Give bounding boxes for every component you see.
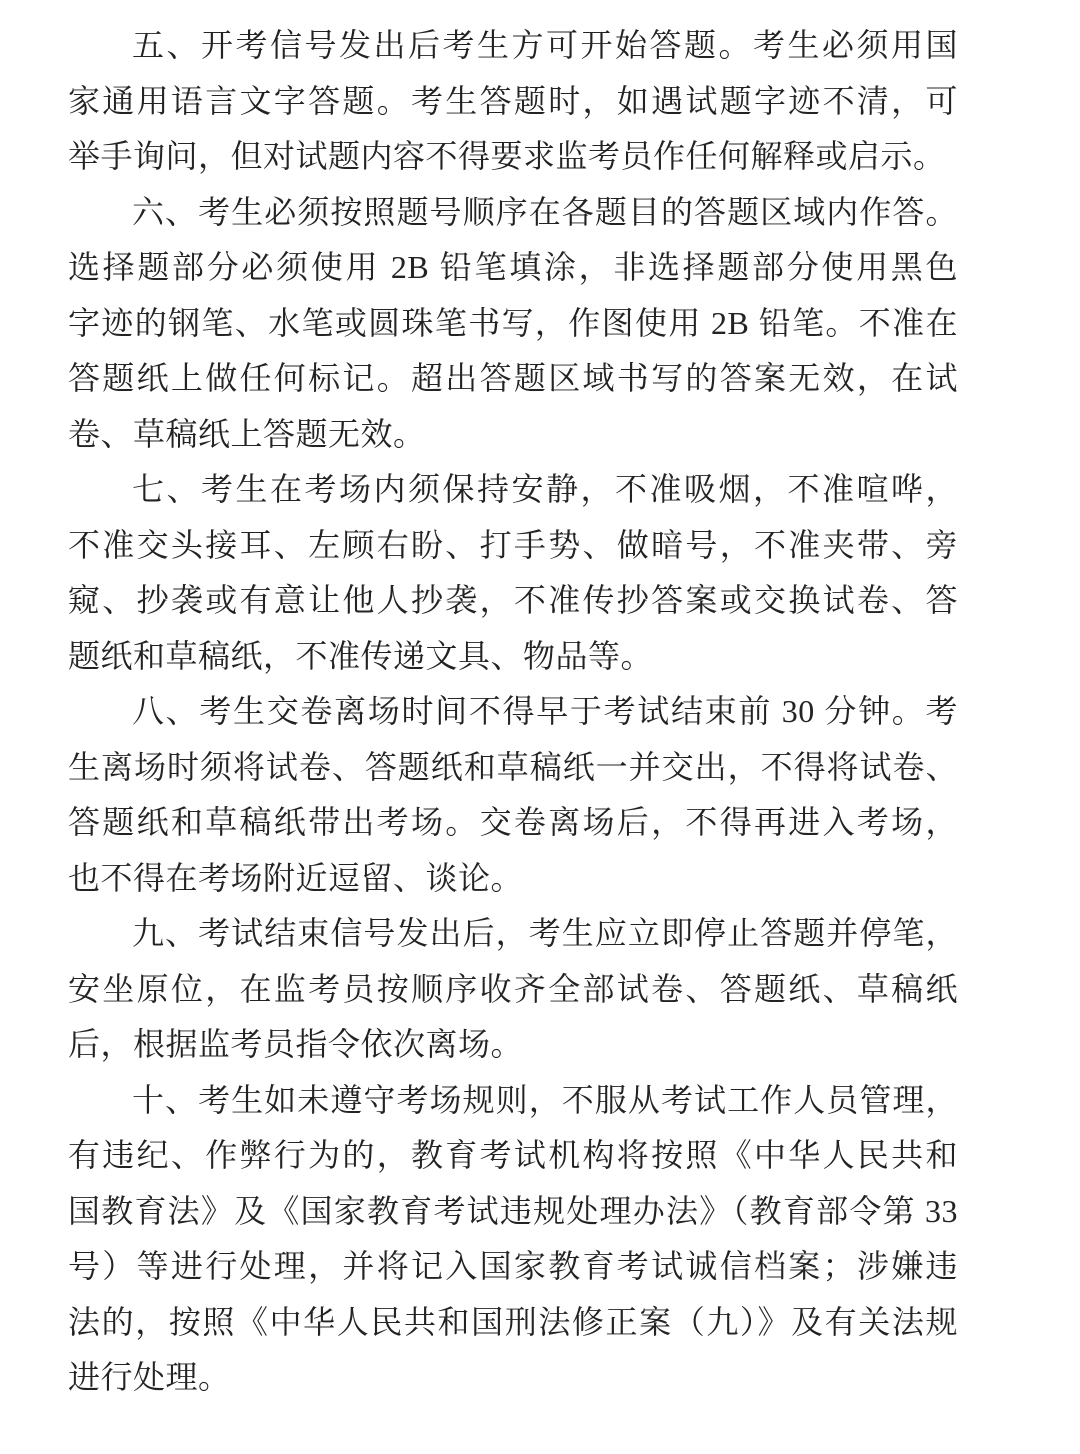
text-line: 号）等进行处理，并将记入国家教育考试诚信档案；涉嫌违	[68, 1248, 958, 1284]
text-line: 窥、抄袭或有意让他人抄袭，不准传抄答案或交换试卷、答	[68, 582, 958, 618]
paragraph-六	[68, 185, 958, 463]
text-line: 进行处理。	[68, 1359, 231, 1395]
paragraph-十	[68, 1073, 958, 1406]
text-line: 有违纪、作弊行为的，教育考试机构将按照《中华人民共和	[68, 1137, 958, 1173]
text-line: 举手询问，但对试题内容不得要求监考员作任何解释或启示。	[68, 138, 946, 174]
paragraph-七	[68, 462, 958, 684]
text-line: 答题纸和草稿纸带出考场。交卷离场后，不得再进入考场，	[68, 804, 958, 840]
text-line: 八、考生交卷离场时间不得早于考试结束前 30 分钟。考	[132, 693, 958, 729]
text-line: 生离场时须将试卷、答题纸和草稿纸一并交出，不得将试卷、	[68, 748, 958, 785]
text-line: 国教育法》及《国家教育考试违规处理办法》（教育部令第 33	[68, 1192, 958, 1229]
text-line: 九、考试结束信号发出后，考生应立即停止答题并停笔，	[132, 915, 958, 951]
text-line: 六、考生必须按照题号顺序在各题目的答题区域内作答。	[132, 193, 958, 230]
text-line: 安坐原位，在监考员按顺序收齐全部试卷、答题纸、草稿纸	[68, 970, 958, 1007]
text-line: 答题纸上做任何标记。超出答题区域书写的答案无效，在试	[68, 360, 958, 396]
text-line: 七、考生在考场内须保持安静，不准吸烟，不准喧哗，	[132, 471, 958, 507]
text-line: 选择题部分必须使用 2B 铅笔填涂，非选择题部分使用黑色	[68, 249, 958, 285]
text-line: 卷、草稿纸上答题无效。	[68, 415, 426, 452]
paragraph-八	[68, 684, 958, 906]
text-line: 法的，按照《中华人民共和国刑法修正案（九）》及有关法规	[68, 1303, 958, 1340]
text-line: 也不得在考场附近逗留、谈论。	[68, 859, 524, 896]
text-line: 不准交头接耳、左顾右盼、打手势、做暗号，不准夹带、旁	[68, 526, 958, 563]
text-line: 十、考生如未遵守考场规则，不服从考试工作人员管理，	[132, 1081, 958, 1118]
text-line: 后，根据监考员指令依次离场。	[68, 1026, 524, 1062]
text-line: 五、开考信号发出后考生方可开始答题。考生必须用国	[132, 27, 958, 63]
paragraph-五	[68, 18, 958, 185]
paragraph-九	[68, 906, 958, 1073]
text-line: 家通用语言文字答题。考生答题时，如遇试题字迹不清，可	[68, 82, 958, 119]
paragraphs-container	[68, 18, 958, 1406]
text-line: 字迹的钢笔、水笔或圆珠笔书写，作图使用 2B 铅笔。不准在	[68, 304, 958, 341]
text-line: 题纸和草稿纸，不准传递文具、物品等。	[68, 637, 654, 674]
